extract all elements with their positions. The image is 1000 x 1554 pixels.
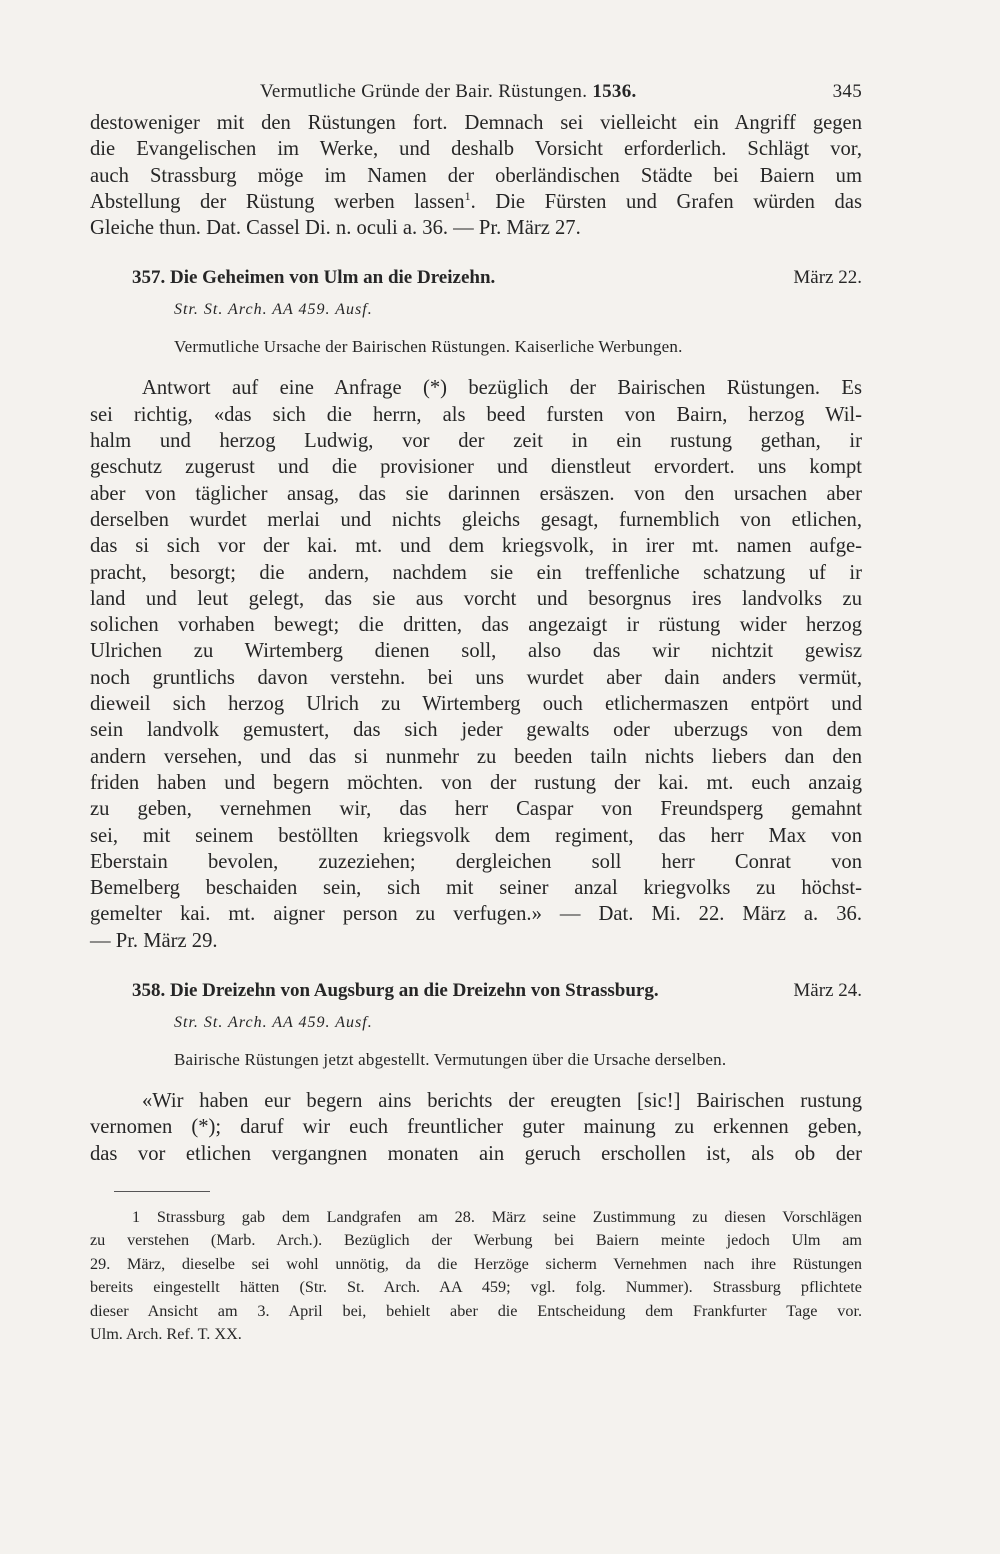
text-line: sei, mit seinem bestöllten kriegsvolk dem regiment, das herr Max von [90, 824, 862, 847]
text-line: geschutz zugerust und die provisioner und dienstleut ervordert. uns kompt [90, 456, 862, 479]
regest-summary: Bairische Rüstungen jetzt abgestellt. Vermutungen über die Ursache derselben. [174, 1050, 727, 1070]
text-line: die Evangelischen im Werke, und deshalb Vorsicht erforderlich. Schlägt vor, [90, 138, 862, 161]
text-line: vernomen (*); daruf wir euch freuntlicher guter mainung zu erkennen geben, [90, 1116, 862, 1139]
document-title: 358. Die Dreizehn von Augsburg an die Dreizehn von Strassburg. [132, 980, 659, 1002]
text-fragment: Abstellung der Rüstung werben lassen [90, 190, 465, 213]
running-head-year: 1536. [592, 81, 637, 102]
text-line: gemelter kai. mt. aigner person zu verfugen.» — Dat. Mi. 22. März a. 36. [90, 903, 862, 926]
archive-source: Str. St. Arch. AA 459. Ausf. [174, 1014, 373, 1032]
document-date: März 22. [793, 267, 862, 289]
text-line: Antwort auf eine Anfrage (*) bezüglich der Bairischen Rüstungen. Es [142, 377, 862, 400]
footnote-divider [114, 1191, 210, 1192]
continuation-paragraph [90, 110, 862, 241]
text-line: Gleiche thun. Dat. Cassel Di. n. oculi a. 36. — Pr. März 27. [90, 217, 581, 240]
text-line: land und leut gelegt, das sie aus vorcht und besorgnus ires landvolks zu [90, 587, 862, 610]
running-head-text: Vermutliche Gründe der Bair. Rüstungen. [260, 81, 588, 102]
text-line: sein landvolk gemustert, das sich jeder gewalts oder uberzugs von dem [90, 719, 862, 742]
text-line: solichen vorhaben bewegt; die dritten, das angezaigt ir rüstung wider herzog [90, 614, 862, 637]
text-line: halm und herzog Ludwig, vor der zeit in ein rustung gethan, ir [90, 430, 862, 453]
text-line: destoweniger mit den Rüstungen fort. Demnach sei vielleicht ein Angriff gegen [90, 112, 862, 134]
text-line: — Pr. März 29. [90, 929, 218, 952]
document-body-358 [90, 1088, 862, 1167]
text-line: pracht, besorgt; die andern, nachdem sie ein treffenliche schatzung uf ir [90, 561, 862, 584]
text-line: dieweil sich herzog Ulrich zu Wirtemberg ouch etlichermaszen entpört und [90, 693, 862, 716]
regest-summary: Vermutliche Ursache der Bairischen Rüstungen. Kaiserliche Werbungen. [174, 337, 683, 357]
text-line: derselben wurdet merlai und nichts gleichs gesagt, furnemblich von etlichen, [90, 508, 862, 531]
document-title: 357. Die Geheimen von Ulm an die Dreizehn. [132, 267, 496, 289]
document-heading-358 [90, 976, 862, 1012]
text-line: das si sich vor der kai. mt. und dem kriegsvolk, in irer mt. namen aufge- [90, 535, 862, 558]
text-line: noch gruntlichs davon verstehn. bei uns wurdet aber dain anders vermüt, [90, 666, 862, 689]
text-line: sei richtig, «das sich die herrn, als beed fursten von Bairn, herzog Wil- [90, 403, 862, 426]
document-body-357 [90, 375, 862, 954]
text-line: Eberstain bevolen, zuzeziehen; dergleichen soll herr Conrat von [90, 850, 862, 873]
text-line: andern versehen, und das si nunmehr zu beeden tailn nichts liebers dan den [90, 745, 862, 768]
archive-source: Str. St. Arch. AA 459. Ausf. [174, 301, 373, 319]
text-line: Bemelberg beschaiden sein, sich mit seiner anzal kriegvolks zu höchst- [90, 877, 862, 900]
page-number: 345 [832, 81, 862, 102]
document-heading-357 [90, 263, 862, 299]
footnote-marker[interactable]: 1 [464, 189, 471, 204]
running-head-title [260, 81, 637, 103]
book-page [90, 78, 862, 1346]
footnote [90, 1206, 862, 1346]
text-line: auch Strassburg möge im Namen der oberländischen Städte bei Baiern um [90, 164, 862, 187]
running-head [90, 78, 862, 110]
text-line: das vor etlichen vergangnen monaten ain geruch erschollen ist, als ob der [90, 1142, 862, 1165]
text-line: zu geben, vernehmen wir, das herr Caspar von Freundsperg gemahnt [90, 798, 862, 821]
footnote-line: 1 Strassburg gab dem Landgrafen am 28. März seine Zustimmung zu diesen Vorschlägen [132, 1207, 862, 1226]
footnote-line: 29. März, dieselbe sei wohl unnötig, da die Herzöge sicherm Vernehmen nach ihre Rüstungen [90, 1254, 862, 1273]
footnote-line: dieser Ansicht am 3. April bei, behielt aber die Entscheidung dem Frankfurter Tage vor. [90, 1301, 862, 1320]
text-line: friden haben und begern möchten. von der rustung der kai. mt. euch anzaig [90, 771, 862, 794]
text-line: Ulrichen zu Wirtemberg dienen soll, also das wir nichtzit gewisz [90, 640, 862, 663]
text-line: «Wir haben eur begern ains berichts der ereugten [sic!] Bairischen rustung [142, 1090, 862, 1113]
text-line [90, 189, 862, 215]
text-line: aber von täglicher ansag, das sie darinnen ersäszen. von den ursachen aber [90, 482, 862, 505]
footnote-line: bereits eingestellt hätten (Str. St. Arch. AA 459; vgl. folg. Nummer). Strassburg pflichtete [90, 1278, 862, 1297]
footnote-line: zu verstehen (Marb. Arch.). Bezüglich der Werbung bei Baiern meinte jedoch Ulm am [90, 1231, 862, 1250]
footnote-line: Ulm. Arch. Ref. T. XX. [90, 1324, 242, 1343]
document-date: März 24. [793, 980, 862, 1002]
text-fragment: . Die Fürsten und Grafen würden das [470, 190, 862, 213]
